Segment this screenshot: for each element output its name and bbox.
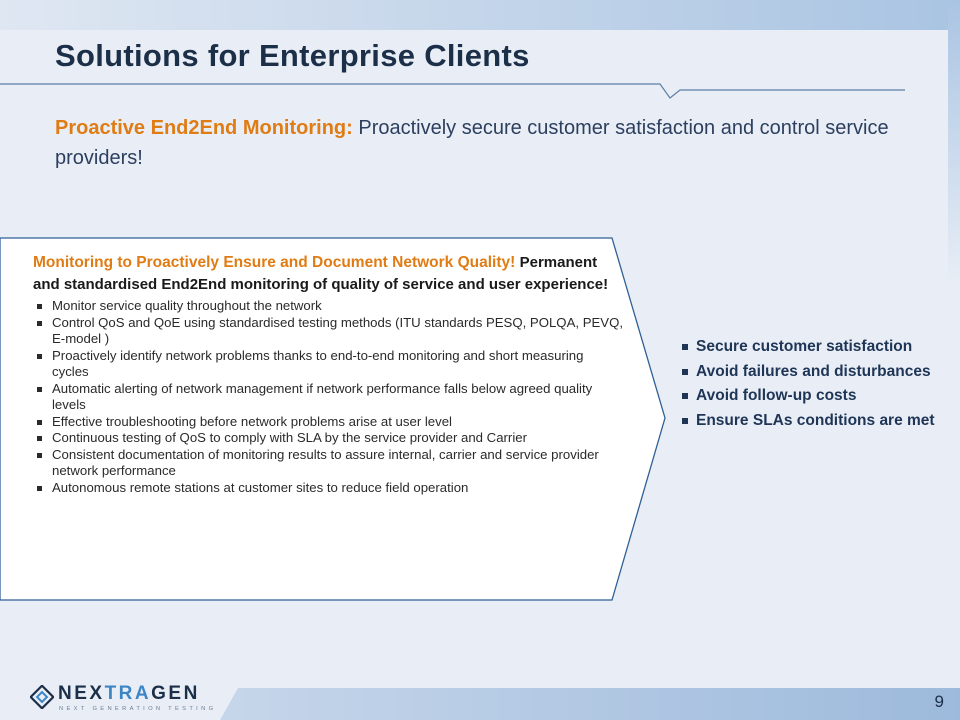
list-item: Proactively identify network problems thanks to end-to-end monitoring and short measuring cycles bbox=[33, 348, 623, 381]
list-item: Effective troubleshooting before network problems arise at user level bbox=[33, 414, 623, 431]
benefit-item: Avoid follow-up costs bbox=[680, 386, 950, 407]
subtitle-highlight: Proactive End2End Monitoring: bbox=[55, 117, 353, 139]
feature-list bbox=[33, 298, 623, 496]
panel-heading-orange: Monitoring to Proactively Ensure and Document Network Quality! bbox=[33, 254, 516, 271]
logo-wordmark: NEXTRAGEN bbox=[58, 683, 200, 704]
list-item: Consistent documentation of monitoring results to assure internal, carrier and service provider network performance bbox=[33, 447, 623, 480]
benefit-item: Secure customer satisfaction bbox=[680, 337, 950, 358]
list-item: Continuous testing of QoS to comply with SLA by the service provider and Carrier bbox=[33, 430, 623, 447]
logo-diamond-icon bbox=[30, 685, 54, 709]
slide-title: Solutions for Enterprise Clients bbox=[55, 38, 530, 73]
nextragen-logo bbox=[30, 683, 220, 717]
list-item: Automatic alerting of network management if network performance falls below agreed quality levels bbox=[33, 381, 623, 414]
monitoring-panel bbox=[33, 252, 623, 496]
benefit-item: Avoid failures and disturbances bbox=[680, 362, 950, 383]
list-item: Control QoS and QoE using standardised testing methods (ITU standards PESQ, POLQA, PEVQ, E-model ) bbox=[33, 315, 623, 348]
panel-heading bbox=[33, 252, 623, 296]
benefit-item: Ensure SLAs conditions are met bbox=[680, 411, 950, 432]
list-item: Monitor service quality throughout the network bbox=[33, 298, 623, 315]
list-item: Autonomous remote stations at customer sites to reduce field operation bbox=[33, 480, 623, 497]
panel-heading-dark: Permanent and standardised End2End monitoring of quality of service and user experience! bbox=[33, 254, 609, 293]
header-band bbox=[0, 0, 960, 30]
slide-subtitle bbox=[55, 113, 915, 173]
benefit-list bbox=[680, 337, 950, 435]
title-underline bbox=[0, 80, 960, 104]
logo-tagline: NEXT GENERATION TESTING bbox=[59, 706, 217, 712]
page-number: 9 bbox=[934, 692, 944, 711]
subtitle-text: Proactively secure customer satisfaction and control service providers! bbox=[55, 117, 889, 169]
